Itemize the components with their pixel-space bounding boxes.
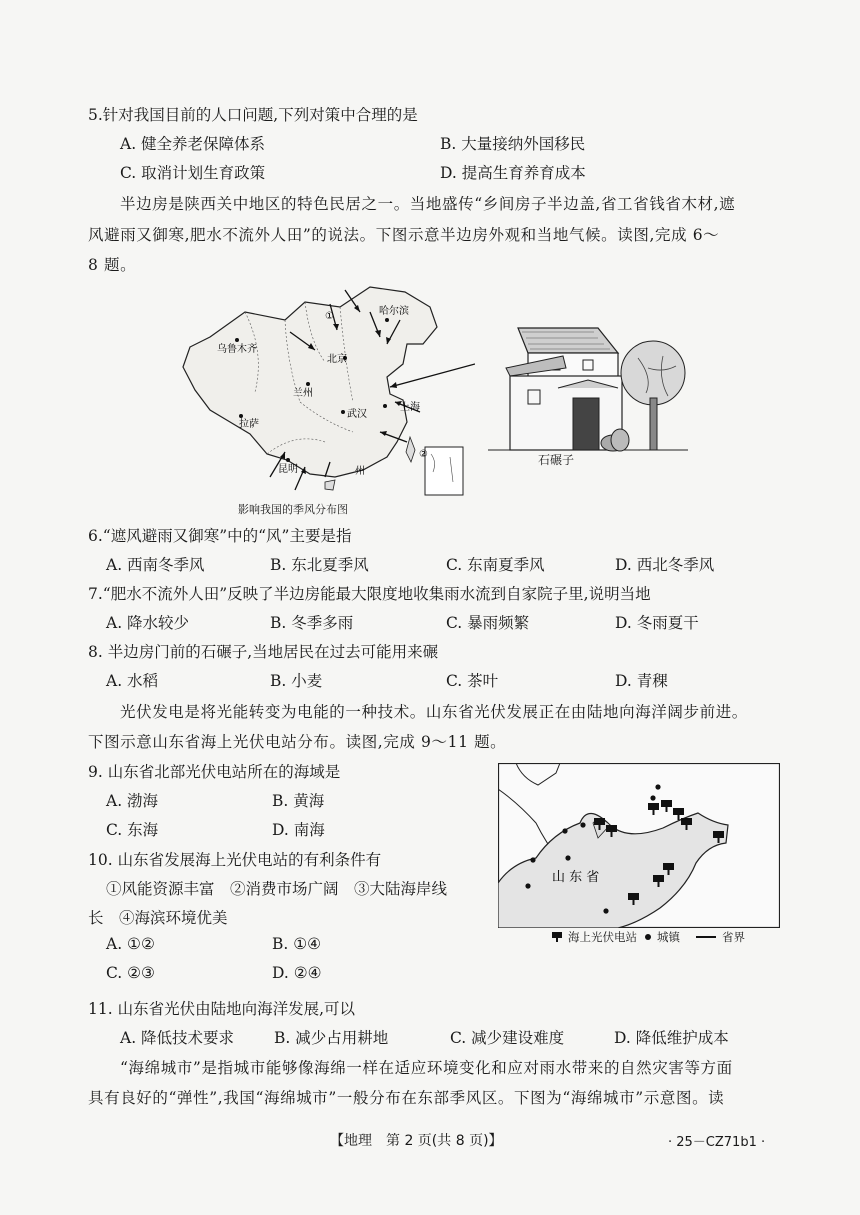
q6-option-a: A. 西南冬季风 — [106, 556, 205, 574]
q10-option-a: A. ①② — [106, 935, 155, 953]
stone-wheel-icon — [611, 429, 629, 451]
q6-option-d: D. 西北冬季风 — [615, 556, 715, 574]
q5-stem: 5.针对我国目前的人口问题,下列对策中合理的是 — [88, 106, 418, 124]
passage3-line1: “海绵城市”是指城市能够像海绵一样在适应环境变化和应对雨水带来的自然灾害等方面 — [120, 1059, 733, 1077]
q8-option-b: B. 小麦 — [270, 672, 323, 690]
q9-option-a: A. 渤海 — [106, 792, 159, 810]
q8-option-a: A. 水稻 — [106, 672, 159, 690]
city-wuhan: 武汉 — [347, 409, 367, 420]
q11-option-d: D. 降低维护成本 — [614, 1029, 729, 1047]
q10-option-c: C. ②③ — [106, 964, 155, 982]
passage1-line2: 风避雨又御寒,肥水不流外人田”的说法。下图示意半边房外观和当地气候。读图,完成 6～ — [88, 226, 720, 244]
q11-option-c: C. 减少建设难度 — [450, 1029, 565, 1047]
marker-1: ① — [325, 311, 334, 322]
town-legend-icon — [645, 934, 651, 940]
q10-stem: 10. 山东省发展海上光伏电站的有利条件有 — [88, 851, 382, 869]
house-label: 石碾子 — [538, 453, 575, 467]
south-sea-inset — [425, 447, 463, 495]
q9-stem: 9. 山东省北部光伏电站所在的海域是 — [88, 763, 341, 781]
shandong-map-figure — [498, 763, 780, 928]
city-kunming: 昆明 — [278, 464, 298, 475]
page-footer: 【地理 第 2 页(共 8 页)】 — [330, 1133, 503, 1149]
passage3-line2: 具有良好的“弹性”,我国“海绵城市”一般分布在东部季风区。下图为“海绵城市”示意图。读 — [88, 1089, 725, 1107]
city-zhou: 州 — [355, 466, 365, 477]
taiwan-island — [406, 437, 415, 462]
q5-option-b: B. 大量接纳外国移民 — [440, 135, 586, 153]
q7-stem: 7.“肥水不流外人田”反映了半边房能最大限度地收集雨水流到自家院子里,说明当地 — [88, 585, 651, 603]
q6-option-c: C. 东南夏季风 — [446, 556, 545, 574]
hainan-island — [325, 480, 335, 490]
q7-option-d: D. 冬雨夏干 — [615, 614, 699, 632]
q10-conditions-line2: 长 ④海滨环境优美 — [88, 909, 228, 927]
q10-option-d: D. ②④ — [272, 964, 322, 982]
q11-stem: 11. 山东省光伏由陆地向海洋发展,可以 — [88, 1000, 356, 1018]
pv-station-legend-icon — [552, 932, 562, 942]
legend-town: 城镇 — [657, 930, 680, 944]
q8-option-c: C. 茶叶 — [446, 672, 499, 690]
exam-code: · 25－CZ71b1 · — [668, 1135, 766, 1150]
q10-option-b: B. ①④ — [272, 935, 322, 953]
q8-option-d: D. 青稞 — [615, 672, 668, 690]
q7-option-a: A. 降水较少 — [106, 614, 190, 632]
border-legend-icon — [696, 936, 716, 938]
passage2-line2: 下图示意山东省海上光伏电站分布。读图,完成 9～11 题。 — [88, 733, 507, 751]
province-label: 山 东 省 — [552, 870, 600, 885]
house-door — [573, 398, 599, 450]
q10-conditions-line1: ①风能资源丰富 ②消费市场广阔 ③大陆海岸线 — [106, 880, 448, 898]
q7-option-c: C. 暴雨频繁 — [446, 614, 530, 632]
city-beijing: 北京 — [327, 354, 347, 365]
q9-option-b: B. 黄海 — [272, 792, 325, 810]
city-lhasa: 拉萨 — [239, 419, 259, 430]
tree-trunk — [650, 398, 657, 450]
q8-stem: 8. 半边房门前的石碾子,当地居民在过去可能用来碾 — [88, 643, 439, 661]
city-harbin: 哈尔滨 — [379, 306, 409, 317]
figure1-caption: 影响我国的季风分布图 — [238, 503, 348, 516]
q6-option-b: B. 东北夏季风 — [270, 556, 369, 574]
monsoon-map-figure — [175, 282, 475, 500]
q6-stem: 6.“遮风避雨又御寒”中的“风”主要是指 — [88, 527, 352, 545]
q5-option-a: A. 健全养老保障体系 — [120, 135, 266, 153]
city-lanzhou: 兰州 — [293, 388, 313, 399]
city-shanghai: 上海 — [400, 402, 420, 413]
passage1-line1: 半边房是陕西关中地区的特色民居之一。当地盛传“乡间房子半边盖,省工省钱省木材,遮 — [120, 195, 736, 213]
passage1-line3: 8 题。 — [88, 256, 137, 274]
q11-option-b: B. 减少占用耕地 — [274, 1029, 389, 1047]
marker-2: ② — [419, 449, 428, 460]
legend-pv-station: 海上光伏电站 — [568, 930, 637, 944]
q9-option-c: C. 东海 — [106, 821, 159, 839]
q7-option-b: B. 冬季多雨 — [270, 614, 354, 632]
q5-option-c: C. 取消计划生育政策 — [120, 164, 266, 182]
half-house-illustration — [488, 318, 688, 463]
q9-option-d: D. 南海 — [272, 821, 325, 839]
tree-crown — [621, 341, 685, 405]
figure2-legend — [552, 929, 745, 945]
passage2-line1: 光伏发电是将光能转变为电能的一种技术。山东省光伏发展正在由陆地向海洋阔步前进。 — [120, 703, 748, 721]
q11-option-a: A. 降低技术要求 — [120, 1029, 235, 1047]
legend-border: 省界 — [722, 930, 745, 944]
city-urumqi: 乌鲁木齐 — [217, 344, 257, 355]
q5-option-d: D. 提高生育养育成本 — [440, 164, 586, 182]
